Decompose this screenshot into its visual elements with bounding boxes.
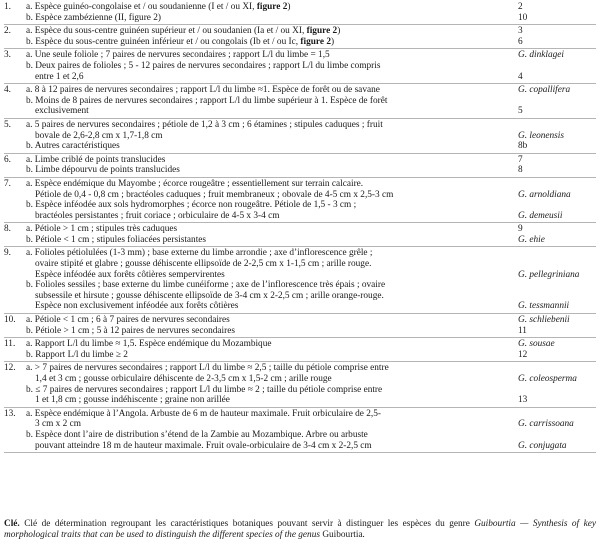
key-lead-text: [4, 200, 516, 221]
key-result-step: 7: [518, 154, 523, 165]
key-lead-line: a. Espèce du sous-centre guinéen supérieur et / ou soudanien (Ia et / ou XI, figure 2): [26, 26, 341, 37]
key-lead-text: [4, 248, 516, 280]
key-pair: [4, 120, 596, 154]
key-result-step: 6: [518, 36, 523, 47]
key-lead-b: [4, 350, 596, 361]
key-lead-line: a. 5 paires de nervures secondaires ; pétiole de 1,2 à 3 cm ; 6 étamines ; stipules caduques ; fruit: [26, 119, 383, 130]
key-lead-text: [4, 85, 516, 96]
key-result-species: G. tessmannii: [518, 301, 570, 312]
key-lead-line: bovale de 2,6-2,8 cm x 1,7-1,8 cm: [35, 130, 163, 141]
key-number: 1.: [4, 2, 11, 12]
key-lead-line: entre 1 et 2,6: [35, 71, 84, 82]
key-pair: [4, 179, 596, 223]
key-lead-line: a. Pétiole > 1 cm ; stipules très caduques: [26, 224, 178, 235]
key-lead-line: b. Limbe dépourvu de points translucides: [26, 165, 180, 176]
key-lead-text: [4, 155, 516, 166]
key-lead-line: a. Une seule foliole ; 7 paires de nervures secondaires ; rapport L/l du limbe = 1,5: [26, 50, 330, 61]
key-pair: [4, 409, 596, 453]
key-lead-b: [4, 37, 596, 48]
key-lead-line: a. Pétiole < 1 cm ; 6 à 7 paires de nervures secondaires: [26, 315, 230, 326]
key-lead-line: b. Espèce zambézienne (II, figure 2): [26, 12, 161, 23]
key-lead-b: [4, 430, 596, 451]
key-lead-text: [4, 13, 516, 24]
key-result-species: G. conjugata: [518, 440, 567, 451]
key-lead-line: b. Folioles sessiles ; base externe du limbe cunéiforme ; axe de l’inflorescence très épais ; ovaire: [26, 280, 386, 291]
key-pair: [4, 248, 596, 314]
key-lead-text: [4, 315, 516, 326]
key-lead-text: [4, 179, 516, 200]
caption-genus-1: Guibourtia: [474, 519, 516, 529]
caption-text-en: — Synthesis of key morphological traits that can be used to distinguish the different species of the genus: [4, 519, 596, 540]
key-result-species: G. coleosperma: [518, 374, 577, 384]
key-lead-line: 3 cm x 2 cm: [35, 419, 81, 430]
key-result-species: G. arnoldiana: [518, 189, 571, 200]
key-lead-a: [4, 363, 596, 384]
key-lead-b: [4, 141, 596, 152]
key-result-species: G. demeusii: [518, 210, 563, 221]
key-number: 5.: [4, 119, 11, 130]
key-lead-a: [4, 409, 596, 430]
key-number: 2.: [4, 26, 11, 37]
key-number: 10.: [4, 315, 16, 326]
key-lead-line: b. Espèce inféodée aux sols hydromorphes ; écorce non rougeâtre. Pétiole de 1,5 - 3 cm ;: [26, 200, 357, 211]
key-number: 9.: [4, 248, 11, 259]
key-result-step: 3: [518, 26, 523, 37]
caption-end: .: [362, 530, 365, 540]
key-lead-a: [4, 224, 596, 235]
key-lead-text: [4, 61, 516, 82]
key-lead-line: b. Autres caractéristiques: [26, 141, 120, 152]
key-lead-a: [4, 2, 596, 13]
key-result-species: G. sousae: [518, 339, 555, 350]
key-result-species: G. pellegriniana: [518, 269, 580, 280]
key-pair: [4, 50, 596, 84]
figure-caption: [4, 519, 596, 541]
key-lead-text: [4, 235, 516, 246]
key-number: 12.: [4, 363, 16, 374]
key-result-step: 2: [518, 2, 523, 12]
key-pair: [4, 155, 596, 178]
key-lead-b: [4, 165, 596, 176]
key-lead-line: b. Deux paires de folioles ; 5 - 12 paires de nervures secondaires ; rapport L/l du limbe compris: [26, 60, 381, 71]
key-lead-line: b. Espèce du sous-centre guinéen inférieur et / ou congolais (Ib et / ou Ic, figure 2): [26, 36, 335, 47]
key-lead-line: b. Pétiole < 1 cm ; stipules foliacées persistantes: [26, 234, 207, 245]
key-pair: [4, 339, 596, 362]
key-pair: [4, 315, 596, 338]
key-lead-line: b. ≤ 7 paires de nervures secondaires ; rapport L/l du limbe ≈ 2 ; taille du pétiole comprise entre: [26, 384, 383, 395]
key-lead-line: b. Espèce dont l’aire de distribution s’étend de la Zambie au Mozambique. Arbre ou arbuste: [26, 429, 368, 440]
key-lead-line: subsessile et hirsute ; gousse déhiscente ellipsoïde de 3-4 cm x 2-2,5 cm ; arille orange-rouge.: [35, 290, 384, 301]
key-lead-line: a. Espèce endémique à l’Angola. Arbuste de 6 m de hauteur maximale. Fruit orbiculaire de 2,5-: [26, 408, 381, 419]
key-lead-line: b. Pétiole > 1 cm ; 5 à 12 paires de nervures secondaires: [26, 325, 235, 336]
key-result-species: G. carrissoana: [518, 419, 574, 430]
key-lead-line: Espèce inféodée aux forêts côtières sempervirentes: [35, 269, 225, 280]
key-lead-line: b. Rapport L/l du limbe ≥ 2: [26, 349, 128, 360]
key-lead-text: [4, 430, 516, 451]
key-lead-line: pouvant atteindre 18 m de hauteur maximale. Fruit ovale-orbiculaire de 3-4 cm x 2-2,5 cm: [35, 440, 372, 451]
key-lead-line: a. Folioles pétiolulées (1-3 mm) ; base externe du limbe arrondie ; axe d’inflorescence grêle ;: [26, 248, 373, 259]
key-lead-line: Espèce non exclusivement inféodée aux forêts côtières: [35, 301, 239, 312]
key-number: 4.: [4, 85, 11, 96]
key-lead-a: [4, 339, 596, 350]
key-lead-text: [4, 280, 516, 312]
key-lead-text: [4, 363, 516, 384]
key-lead-b: [4, 280, 596, 312]
key-result-species: G. leonensis: [518, 130, 564, 141]
key-lead-text: [4, 224, 516, 235]
key-lead-line: a. Rapport L/l du limbe ≈ 1,5. Espèce endémique du Mozambique: [26, 339, 272, 350]
key-result-species: G. dinklagei: [518, 50, 564, 61]
key-lead-text: [4, 165, 516, 176]
key-lead-b: [4, 326, 596, 337]
key-lead-text: [4, 120, 516, 141]
key-lead-line: a. Espèce endémique du Mayombe ; écorce rougeâtre ; essentiellement sur terrain calcaire.: [26, 178, 364, 189]
key-lead-line: Pétiole de 0,4 - 0,8 cm ; bractéoles caduques ; fruit membraneux ; obovale de 4-5 cm x 2,5-3 cm: [35, 189, 394, 200]
key-lead-text: [4, 37, 516, 48]
key-number: 8.: [4, 224, 11, 235]
key-lead-a: [4, 85, 596, 96]
key-result-species: G. copallifera: [518, 85, 571, 96]
key-lead-a: [4, 248, 596, 280]
key-pair: [4, 26, 596, 49]
key-lead-line: a. Espèce guinéo-congolaise et / ou soudanienne (I et / ou XI, figure 2): [26, 2, 291, 12]
key-result-step: 4: [518, 71, 523, 82]
key-pair: [4, 363, 596, 407]
key-lead-b: [4, 385, 596, 406]
key-lead-text: [4, 96, 516, 117]
identification-key: [4, 2, 596, 454]
key-result-step: 8b: [518, 141, 528, 152]
key-number: 11.: [4, 339, 16, 350]
key-lead-line: a. > 7 paires de nervures secondaires ; rapport L/l du limbe ≈ 2,5 ; taille du pétiole comprise entre: [26, 363, 389, 374]
key-lead-b: [4, 235, 596, 246]
key-number: 6.: [4, 154, 11, 165]
key-lead-text: [4, 409, 516, 430]
key-lead-text: [4, 326, 516, 337]
key-lead-text: [4, 50, 516, 61]
key-lead-line: 1 et 1,8 cm ; gousse indéhiscente ; graine non arillée: [35, 395, 230, 406]
key-lead-line: a. 8 à 12 paires de nervures secondaires ; rapport L/l du limbe ≈1. Espèce de forêt ou de savane: [26, 85, 380, 96]
key-lead-line: ovaire stipité et glabre ; gousse déhiscente ellipsoïde de 2-2,5 cm x 1-1,5 cm ; arille rouge.: [35, 259, 372, 270]
key-pair: [4, 85, 596, 119]
key-lead-text: [4, 385, 516, 406]
key-result-step: 5: [518, 106, 523, 117]
key-number: 13.: [4, 408, 16, 419]
key-lead-line: a. Limbe criblé de points translucides: [26, 154, 166, 165]
caption-text-fr: Clé de détermination regroupant les caractéristiques botaniques pouvant servir à distinguer les espèces du genre: [19, 519, 475, 529]
key-lead-b: [4, 13, 596, 24]
key-result-species: G. ehie: [518, 234, 545, 245]
key-lead-line: exclusivement: [35, 106, 89, 117]
key-lead-a: [4, 50, 596, 61]
key-lead-b: [4, 61, 596, 82]
key-lead-line: b. Moins de 8 paires de nervures secondaires ; rapport L/l du limbe supérieur à 1. Espèce de forêt: [26, 95, 388, 106]
key-result-step: 9: [518, 224, 523, 235]
key-lead-a: [4, 155, 596, 166]
key-lead-b: [4, 200, 596, 221]
key-result-step: 10: [518, 12, 528, 23]
key-result-step: 13: [518, 395, 528, 406]
key-lead-text: [4, 141, 516, 152]
key-pair: [4, 224, 596, 247]
key-pair: [4, 2, 596, 25]
key-result-step: 12: [518, 349, 528, 360]
key-lead-text: [4, 339, 516, 350]
key-number: 3.: [4, 50, 11, 61]
key-lead-line: bractéoles persistantes ; fruit coriace ; orbiculaire de 4-5 x 3-4 cm: [35, 210, 280, 221]
key-lead-a: [4, 315, 596, 326]
key-number: 7.: [4, 178, 11, 189]
key-lead-a: [4, 179, 596, 200]
caption-label: Clé.: [4, 519, 20, 529]
key-lead-a: [4, 26, 596, 37]
key-lead-text: [4, 350, 516, 361]
key-lead-line: 1,4 et 3 cm ; gousse orbiculaire déhiscente de 2-3,5 cm x 1,5-2 cm ; arille rouge: [35, 374, 332, 384]
key-result-step: 11: [518, 325, 527, 336]
key-lead-b: [4, 96, 596, 117]
key-lead-a: [4, 120, 596, 141]
key-result-step: 8: [518, 165, 523, 176]
key-result-species: G. schliebenii: [518, 315, 570, 326]
key-lead-text: [4, 26, 516, 37]
caption-genus-2: Guibourtia: [322, 530, 363, 540]
key-lead-text: [4, 2, 516, 13]
